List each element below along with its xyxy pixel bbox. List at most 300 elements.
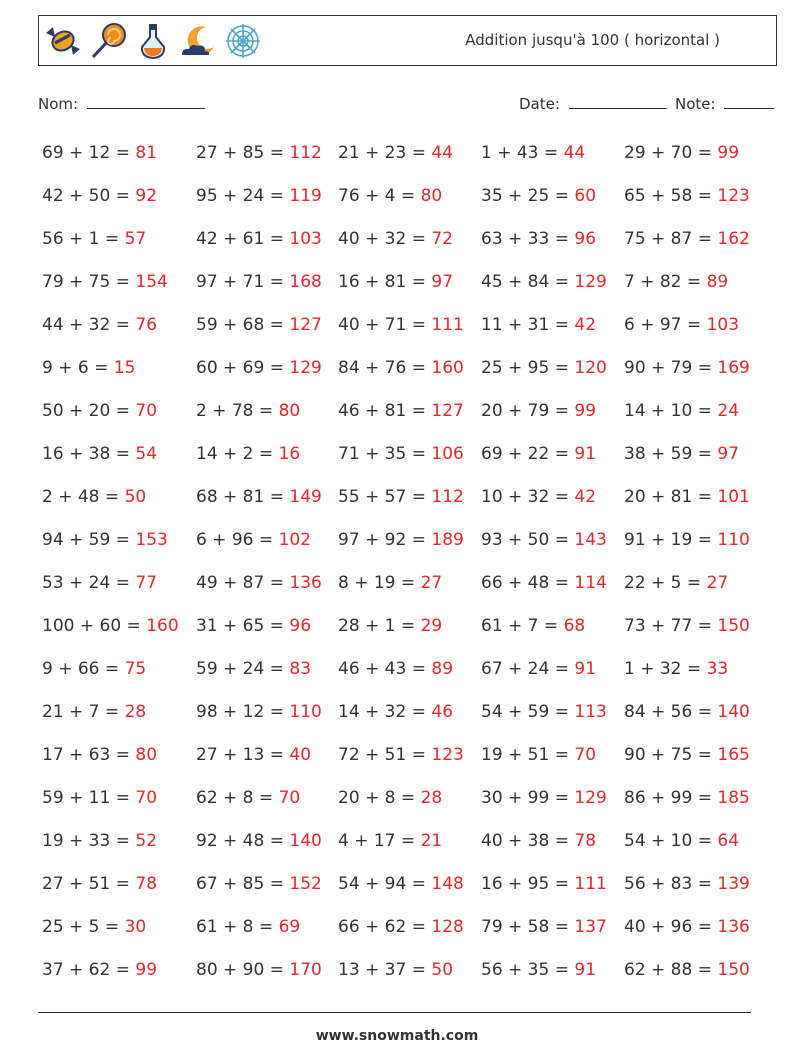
problem-cell xyxy=(42,917,146,937)
problem-cell xyxy=(481,745,596,765)
problem-equation: 84 + 76 = xyxy=(338,358,432,378)
problem-equation: 4 + 17 = xyxy=(338,831,421,851)
problem-answer: 119 xyxy=(289,186,322,206)
problem-equation: 31 + 65 = xyxy=(196,616,290,636)
problem-equation: 92 + 48 = xyxy=(196,831,290,851)
problem-cell xyxy=(624,143,739,163)
problem-equation: 61 + 8 = xyxy=(196,917,279,937)
problem-equation: 79 + 75 = xyxy=(42,272,136,292)
problem-equation: 20 + 81 = xyxy=(624,487,718,507)
problem-answer: 123 xyxy=(431,745,464,765)
problem-cell xyxy=(42,401,157,421)
problem-cell xyxy=(481,315,596,335)
note-blank-line xyxy=(724,94,774,109)
problem-row xyxy=(42,262,762,305)
problem-cell xyxy=(196,401,300,421)
problem-equation: 49 + 87 = xyxy=(196,573,290,593)
problem-answer: 81 xyxy=(135,143,158,163)
problem-answer: 111 xyxy=(574,874,607,894)
problem-equation: 19 + 51 = xyxy=(481,745,575,765)
problem-answer: 27 xyxy=(420,573,443,593)
problem-equation: 60 + 69 = xyxy=(196,358,290,378)
problem-equation: 8 + 19 = xyxy=(338,573,421,593)
problem-equation: 62 + 88 = xyxy=(624,960,718,980)
problem-equation: 14 + 2 = xyxy=(196,444,279,464)
problem-answer: 15 xyxy=(113,358,136,378)
problem-cell xyxy=(42,143,157,163)
problem-equation: 66 + 62 = xyxy=(338,917,432,937)
problem-equation: 91 + 19 = xyxy=(624,530,718,550)
problem-answer: 29 xyxy=(420,616,443,636)
problem-equation: 19 + 33 = xyxy=(42,831,136,851)
problem-answer: 44 xyxy=(431,143,454,163)
problem-cell xyxy=(624,573,728,593)
problem-equation: 40 + 96 = xyxy=(624,917,718,937)
problem-equation: 14 + 32 = xyxy=(338,702,432,722)
problem-equation: 54 + 94 = xyxy=(338,874,432,894)
problem-equation: 56 + 83 = xyxy=(624,874,718,894)
problem-answer: 70 xyxy=(135,788,158,808)
problem-cell xyxy=(624,401,739,421)
problem-cell xyxy=(42,659,146,679)
problem-cell xyxy=(481,272,607,292)
problem-equation: 45 + 84 = xyxy=(481,272,575,292)
problem-equation: 25 + 95 = xyxy=(481,358,575,378)
problem-cell xyxy=(624,315,739,335)
problem-equation: 73 + 77 = xyxy=(624,616,718,636)
date-label: Date: xyxy=(519,95,560,113)
problem-row xyxy=(42,391,762,434)
problem-cell xyxy=(338,401,464,421)
problem-answer: 42 xyxy=(574,487,597,507)
problem-equation: 75 + 87 = xyxy=(624,229,718,249)
candy-icon xyxy=(43,21,83,61)
problem-cell xyxy=(196,229,322,249)
problem-answer: 128 xyxy=(431,917,464,937)
problem-cell xyxy=(338,788,442,808)
problem-cell xyxy=(338,960,453,980)
problem-equation: 100 + 60 = xyxy=(42,616,147,636)
problem-answer: 110 xyxy=(289,702,322,722)
problem-answer: 97 xyxy=(431,272,454,292)
problem-answer: 127 xyxy=(289,315,322,335)
problem-cell xyxy=(196,186,322,206)
problem-equation: 59 + 68 = xyxy=(196,315,290,335)
problem-cell xyxy=(42,487,146,507)
problem-cell xyxy=(624,487,750,507)
problem-answer: 148 xyxy=(431,874,464,894)
problem-answer: 154 xyxy=(135,272,168,292)
problem-cell xyxy=(338,616,442,636)
problem-equation: 29 + 70 = xyxy=(624,143,718,163)
problem-row xyxy=(42,176,762,219)
problem-answer: 129 xyxy=(574,272,607,292)
problem-answer: 80 xyxy=(420,186,443,206)
problem-equation: 56 + 35 = xyxy=(481,960,575,980)
problem-equation: 54 + 59 = xyxy=(481,702,575,722)
problem-cell xyxy=(338,487,464,507)
problem-equation: 20 + 8 = xyxy=(338,788,421,808)
problem-equation: 6 + 97 = xyxy=(624,315,707,335)
problem-row xyxy=(42,864,762,907)
problem-equation: 59 + 11 = xyxy=(42,788,136,808)
problem-cell xyxy=(624,788,750,808)
problem-answer: 42 xyxy=(574,315,597,335)
problem-answer: 91 xyxy=(574,960,597,980)
problem-equation: 90 + 79 = xyxy=(624,358,718,378)
problem-answer: 110 xyxy=(717,530,750,550)
problem-cell xyxy=(481,917,607,937)
problem-answer: 57 xyxy=(124,229,147,249)
problem-cell xyxy=(624,745,750,765)
problem-cell xyxy=(196,444,300,464)
problem-cell xyxy=(196,530,311,550)
problem-equation: 63 + 33 = xyxy=(481,229,575,249)
problem-cell xyxy=(338,659,453,679)
problem-equation: 40 + 38 = xyxy=(481,831,575,851)
problem-cell xyxy=(338,702,453,722)
problem-equation: 69 + 22 = xyxy=(481,444,575,464)
problem-row xyxy=(42,692,762,735)
problem-equation: 25 + 5 = xyxy=(42,917,125,937)
problem-cell xyxy=(42,788,157,808)
problem-answer: 97 xyxy=(717,444,740,464)
problem-answer: 16 xyxy=(278,444,301,464)
problem-answer: 136 xyxy=(289,573,322,593)
problem-equation: 53 + 24 = xyxy=(42,573,136,593)
problem-equation: 86 + 99 = xyxy=(624,788,718,808)
problem-equation: 62 + 8 = xyxy=(196,788,279,808)
problem-cell xyxy=(42,186,157,206)
problem-cell xyxy=(42,573,157,593)
problem-cell xyxy=(196,272,322,292)
problem-cell xyxy=(481,487,596,507)
problem-cell xyxy=(338,573,442,593)
problem-answer: 91 xyxy=(574,444,597,464)
problem-equation: 67 + 24 = xyxy=(481,659,575,679)
problem-answer: 60 xyxy=(574,186,597,206)
problem-equation: 61 + 7 = xyxy=(481,616,564,636)
problem-answer: 153 xyxy=(135,530,168,550)
problem-answer: 54 xyxy=(135,444,158,464)
problem-cell xyxy=(338,874,464,894)
problem-row xyxy=(42,520,762,563)
problem-cell xyxy=(42,960,157,980)
problem-equation: 27 + 51 = xyxy=(42,874,136,894)
problem-answer: 127 xyxy=(431,401,464,421)
problem-answer: 96 xyxy=(574,229,597,249)
problem-equation: 6 + 96 = xyxy=(196,530,279,550)
problem-row xyxy=(42,219,762,262)
problem-cell xyxy=(42,530,168,550)
problem-answer: 139 xyxy=(717,874,750,894)
problem-answer: 70 xyxy=(278,788,301,808)
problem-answer: 112 xyxy=(289,143,322,163)
problem-cell xyxy=(481,143,585,163)
problem-answer: 169 xyxy=(717,358,750,378)
problem-cell xyxy=(42,229,146,249)
problem-equation: 2 + 48 = xyxy=(42,487,125,507)
problem-equation: 66 + 48 = xyxy=(481,573,575,593)
problem-answer: 33 xyxy=(706,659,729,679)
problem-answer: 112 xyxy=(431,487,464,507)
problem-equation: 10 + 32 = xyxy=(481,487,575,507)
problem-equation: 56 + 1 = xyxy=(42,229,125,249)
problem-answer: 168 xyxy=(289,272,322,292)
problem-cell xyxy=(196,917,300,937)
problem-equation: 55 + 57 = xyxy=(338,487,432,507)
problem-equation: 42 + 61 = xyxy=(196,229,290,249)
name-field xyxy=(38,94,205,113)
problem-answer: 24 xyxy=(717,401,740,421)
problem-answer: 170 xyxy=(289,960,322,980)
problem-answer: 75 xyxy=(124,659,147,679)
problem-equation: 65 + 58 = xyxy=(624,186,718,206)
problem-answer: 91 xyxy=(574,659,597,679)
problem-equation: 44 + 32 = xyxy=(42,315,136,335)
problem-answer: 99 xyxy=(574,401,597,421)
problem-cell xyxy=(338,315,464,335)
problem-cell xyxy=(196,702,322,722)
problem-cell xyxy=(196,573,322,593)
problem-answer: 27 xyxy=(706,573,729,593)
problem-cell xyxy=(624,874,750,894)
problem-equation: 7 + 82 = xyxy=(624,272,707,292)
problem-equation: 68 + 81 = xyxy=(196,487,290,507)
problem-equation: 11 + 31 = xyxy=(481,315,575,335)
problem-cell xyxy=(338,917,464,937)
problem-answer: 92 xyxy=(135,186,158,206)
footer-url: www.snowmath.com xyxy=(315,1028,479,1044)
problem-cell xyxy=(196,659,311,679)
problem-cell xyxy=(624,444,739,464)
problem-equation: 16 + 38 = xyxy=(42,444,136,464)
footer-divider xyxy=(38,1012,751,1013)
problem-answer: 140 xyxy=(289,831,322,851)
problem-cell xyxy=(624,831,739,851)
problem-cell xyxy=(338,272,453,292)
problem-cell xyxy=(196,616,311,636)
problem-cell xyxy=(481,960,596,980)
problem-cell xyxy=(42,444,157,464)
problem-equation: 97 + 92 = xyxy=(338,530,432,550)
problem-row xyxy=(42,477,762,520)
problem-answer: 160 xyxy=(431,358,464,378)
note-label: Note: xyxy=(675,95,716,113)
problem-equation: 40 + 71 = xyxy=(338,315,432,335)
problem-equation: 40 + 32 = xyxy=(338,229,432,249)
problem-cell xyxy=(624,616,750,636)
problem-row xyxy=(42,907,762,950)
problem-answer: 113 xyxy=(574,702,607,722)
problem-answer: 50 xyxy=(124,487,147,507)
problem-answer: 78 xyxy=(135,874,158,894)
problem-equation: 97 + 71 = xyxy=(196,272,290,292)
problem-equation: 71 + 35 = xyxy=(338,444,432,464)
problem-answer: 72 xyxy=(431,229,454,249)
problem-answer: 77 xyxy=(135,573,158,593)
problem-answer: 89 xyxy=(431,659,454,679)
problem-cell xyxy=(624,229,750,249)
problem-cell xyxy=(42,702,146,722)
problem-answer: 83 xyxy=(289,659,312,679)
problem-answer: 46 xyxy=(431,702,454,722)
problem-cell xyxy=(624,272,728,292)
note-field xyxy=(675,94,774,113)
problem-answer: 140 xyxy=(717,702,750,722)
problem-answer: 70 xyxy=(574,745,597,765)
problem-equation: 16 + 81 = xyxy=(338,272,432,292)
problem-equation: 9 + 6 = xyxy=(42,358,114,378)
problem-row xyxy=(42,821,762,864)
problem-answer: 102 xyxy=(278,530,312,550)
problem-answer: 106 xyxy=(431,444,464,464)
problem-answer: 76 xyxy=(135,315,158,335)
problem-cell xyxy=(196,143,322,163)
problem-cell xyxy=(196,745,311,765)
problem-equation: 37 + 62 = xyxy=(42,960,136,980)
problem-equation: 13 + 37 = xyxy=(338,960,432,980)
problem-cell xyxy=(338,444,464,464)
problem-row xyxy=(42,348,762,391)
problem-row xyxy=(42,305,762,348)
problem-cell xyxy=(42,358,135,378)
problem-answer: 28 xyxy=(420,788,443,808)
problem-answer: 149 xyxy=(289,487,322,507)
problem-cell xyxy=(481,444,596,464)
potion-bottle-icon xyxy=(133,21,173,61)
problem-row xyxy=(42,735,762,778)
problem-answer: 185 xyxy=(717,788,750,808)
problem-equation: 1 + 43 = xyxy=(481,143,564,163)
problem-cell xyxy=(42,272,168,292)
problem-cell xyxy=(481,788,607,808)
problem-answer: 137 xyxy=(574,917,607,937)
problem-equation: 35 + 25 = xyxy=(481,186,575,206)
problem-answer: 150 xyxy=(717,960,750,980)
problem-cell xyxy=(481,874,607,894)
worksheet-header xyxy=(38,15,777,66)
problem-answer: 68 xyxy=(563,616,586,636)
problem-answer: 99 xyxy=(717,143,740,163)
problem-cell xyxy=(624,702,750,722)
problem-equation: 76 + 4 = xyxy=(338,186,421,206)
problem-equation: 46 + 43 = xyxy=(338,659,432,679)
problem-answer: 21 xyxy=(420,831,443,851)
problem-equation: 90 + 75 = xyxy=(624,745,718,765)
problem-cell xyxy=(481,358,607,378)
problem-cell xyxy=(338,530,464,550)
problem-equation: 9 + 66 = xyxy=(42,659,125,679)
problem-answer: 99 xyxy=(135,960,158,980)
date-blank-line xyxy=(569,94,667,109)
problem-answer: 189 xyxy=(431,530,464,550)
problem-cell xyxy=(481,186,596,206)
problem-equation: 20 + 79 = xyxy=(481,401,575,421)
problem-answer: 123 xyxy=(717,186,750,206)
problem-equation: 27 + 85 = xyxy=(196,143,290,163)
problem-equation: 93 + 50 = xyxy=(481,530,575,550)
problem-equation: 95 + 24 = xyxy=(196,186,290,206)
problem-cell xyxy=(624,358,750,378)
problem-equation: 30 + 99 = xyxy=(481,788,575,808)
problem-cell xyxy=(624,917,750,937)
problem-answer: 28 xyxy=(124,702,147,722)
problem-answer: 78 xyxy=(574,831,597,851)
problem-cell xyxy=(338,831,442,851)
header-icons xyxy=(43,21,263,61)
problem-cell xyxy=(481,401,596,421)
problem-cell xyxy=(624,659,728,679)
problem-answer: 152 xyxy=(289,874,322,894)
problem-answer: 165 xyxy=(717,745,750,765)
problem-equation: 21 + 7 = xyxy=(42,702,125,722)
problem-row xyxy=(42,778,762,821)
problem-answer: 40 xyxy=(289,745,312,765)
problem-cell xyxy=(481,616,585,636)
problem-equation: 28 + 1 = xyxy=(338,616,421,636)
problem-answer: 52 xyxy=(135,831,158,851)
problem-cell xyxy=(481,702,607,722)
problem-equation: 14 + 10 = xyxy=(624,401,718,421)
problem-equation: 42 + 50 = xyxy=(42,186,136,206)
problem-equation: 69 + 12 = xyxy=(42,143,136,163)
worksheet-title: Addition jusqu'à 100 ( horizontal ) xyxy=(465,31,720,49)
problem-equation: 21 + 23 = xyxy=(338,143,432,163)
problem-cell xyxy=(196,358,322,378)
problem-answer: 136 xyxy=(717,917,750,937)
problem-answer: 103 xyxy=(706,315,740,335)
problem-answer: 143 xyxy=(574,530,607,550)
problem-equation: 22 + 5 = xyxy=(624,573,707,593)
problem-answer: 80 xyxy=(135,745,158,765)
problem-row xyxy=(42,563,762,606)
problem-cell xyxy=(196,487,322,507)
problem-cell xyxy=(42,315,157,335)
problem-cell xyxy=(42,831,157,851)
problem-cell xyxy=(42,616,179,636)
problem-answer: 162 xyxy=(717,229,750,249)
problem-answer: 89 xyxy=(706,272,729,292)
problem-cell xyxy=(196,831,322,851)
problem-answer: 111 xyxy=(431,315,464,335)
problem-equation: 50 + 20 = xyxy=(42,401,136,421)
problem-equation: 94 + 59 = xyxy=(42,530,136,550)
problem-answer: 70 xyxy=(135,401,158,421)
problem-equation: 16 + 95 = xyxy=(481,874,575,894)
spiderweb-icon xyxy=(223,21,263,61)
problem-cell xyxy=(624,960,750,980)
problem-cell xyxy=(42,874,157,894)
problem-cell xyxy=(338,143,453,163)
problem-equation: 80 + 90 = xyxy=(196,960,290,980)
problem-cell xyxy=(481,229,596,249)
problem-cell xyxy=(338,186,442,206)
problem-cell xyxy=(338,745,464,765)
problem-equation: 72 + 51 = xyxy=(338,745,432,765)
problem-row xyxy=(42,606,762,649)
problem-answer: 120 xyxy=(574,358,607,378)
problem-equation: 54 + 10 = xyxy=(624,831,718,851)
problem-answer: 103 xyxy=(289,229,322,249)
problem-cell xyxy=(481,573,607,593)
problem-answer: 150 xyxy=(717,616,750,636)
problem-answer: 96 xyxy=(289,616,312,636)
problem-answer: 64 xyxy=(717,831,740,851)
problem-cell xyxy=(196,788,300,808)
problem-cell xyxy=(196,874,322,894)
problem-cell xyxy=(338,358,464,378)
